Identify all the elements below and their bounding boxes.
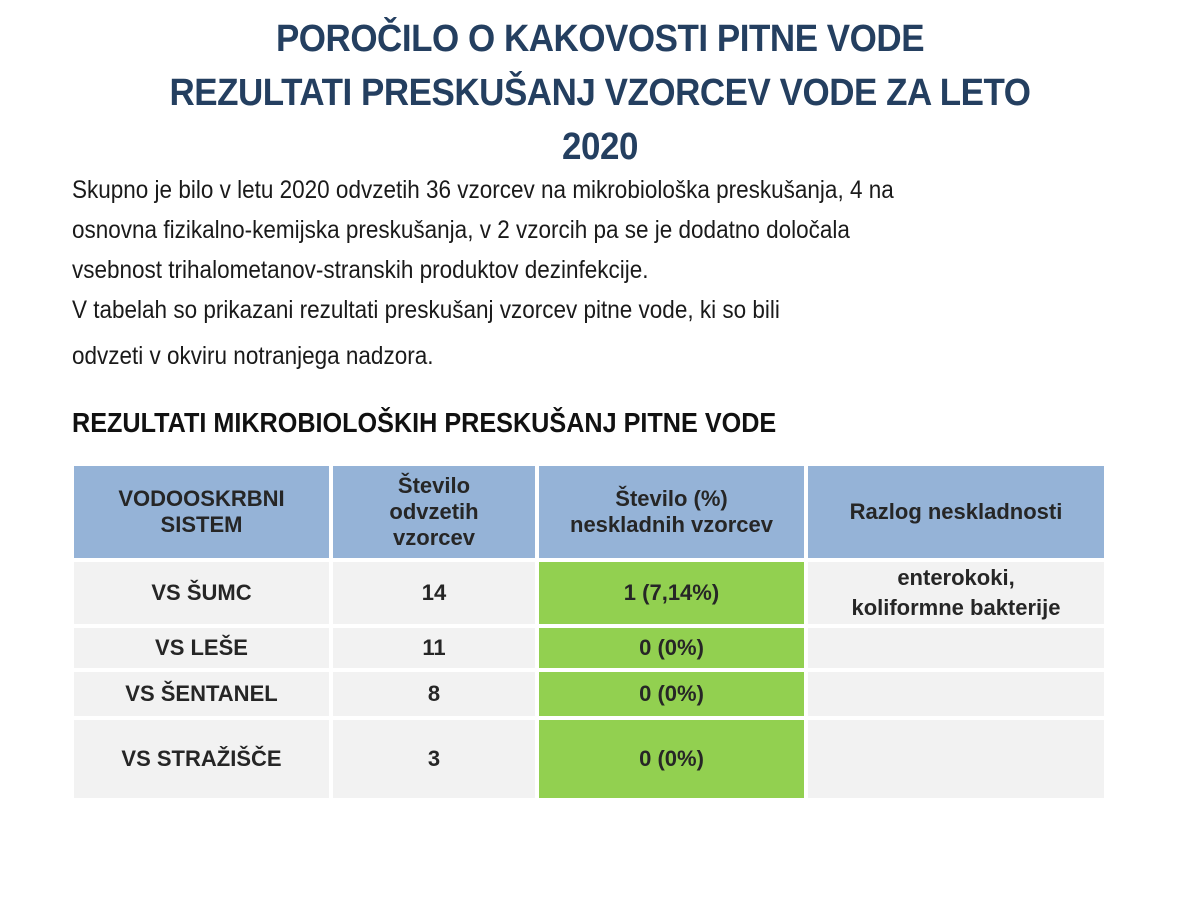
header-samples-line-2: odvzetih: [389, 499, 479, 524]
header-system-line-1: VODOOSKRBNI: [118, 486, 285, 511]
intro-line-5: odvzeti v okviru notranjega nadzora.: [72, 342, 434, 370]
header-samples: [333, 466, 539, 562]
table-row: [74, 672, 1104, 720]
cell-samples: 3: [333, 720, 539, 802]
cell-system: VS STRAŽIŠČE: [74, 720, 333, 802]
header-noncompliant-line-2: neskladnih vzorcev: [570, 512, 773, 537]
cell-reason: [808, 562, 1104, 628]
cell-system: VS ŠENTANEL: [74, 672, 333, 720]
cell-system: VS ŠUMC: [74, 562, 333, 628]
header-system: [74, 466, 333, 562]
title-line-2: REZULTATI PRESKUŠANJ VZORCEV VODE ZA LETO: [169, 72, 1031, 114]
header-system-line-2: SISTEM: [160, 512, 243, 537]
title-line-1: POROČILO O KAKOVOSTI PITNE VODE: [275, 18, 925, 60]
intro-line-3: vsebnost trihalometanov-stranskih produktov dezinfekcije.: [72, 256, 649, 284]
cell-reason: [808, 720, 1104, 802]
table-row: [74, 720, 1104, 802]
cell-reason: [808, 628, 1104, 672]
cell-noncompliant: 1 (7,14%): [539, 562, 808, 628]
header-samples-line-1: Število: [397, 473, 471, 498]
intro-line-1: Skupno je bilo v letu 2020 odvzetih 36 vzorcev na mikrobiološka preskušanja, 4 na: [72, 176, 894, 204]
reason-line-2: koliformne bakterije: [851, 595, 1061, 620]
cell-system: VS LEŠE: [74, 628, 333, 672]
table-header-row: [74, 466, 1104, 562]
results-table: [74, 466, 1104, 802]
report-title: [48, 12, 1152, 174]
intro-paragraph: [72, 170, 1026, 376]
title-line-3: 2020: [562, 126, 638, 168]
table-row: [74, 562, 1104, 628]
cell-noncompliant: 0 (0%): [539, 672, 808, 720]
intro-line-4: V tabelah so prikazani rezultati preskušanj vzorcev pitne vode, ki so bili: [72, 296, 780, 324]
header-samples-line-3: vzorcev: [393, 525, 475, 550]
cell-samples: 11: [333, 628, 539, 672]
intro-line-2: osnovna fizikalno-kemijska preskušanja, v 2 vzorcih pa se je dodatno določala: [72, 216, 850, 244]
cell-noncompliant: 0 (0%): [539, 628, 808, 672]
table-row: [74, 628, 1104, 672]
cell-reason: [808, 672, 1104, 720]
header-reason: Razlog neskladnosti: [808, 466, 1104, 562]
header-noncompliant-line-1: Število (%): [615, 486, 728, 511]
section-heading: REZULTATI MIKROBIOLOŠKIH PRESKUŠANJ PITNE VODE: [72, 407, 777, 438]
reason-line-1: enterokoki,: [897, 565, 1015, 590]
header-noncompliant: [539, 466, 808, 562]
cell-samples: 8: [333, 672, 539, 720]
cell-noncompliant: 0 (0%): [539, 720, 808, 802]
cell-samples: 14: [333, 562, 539, 628]
